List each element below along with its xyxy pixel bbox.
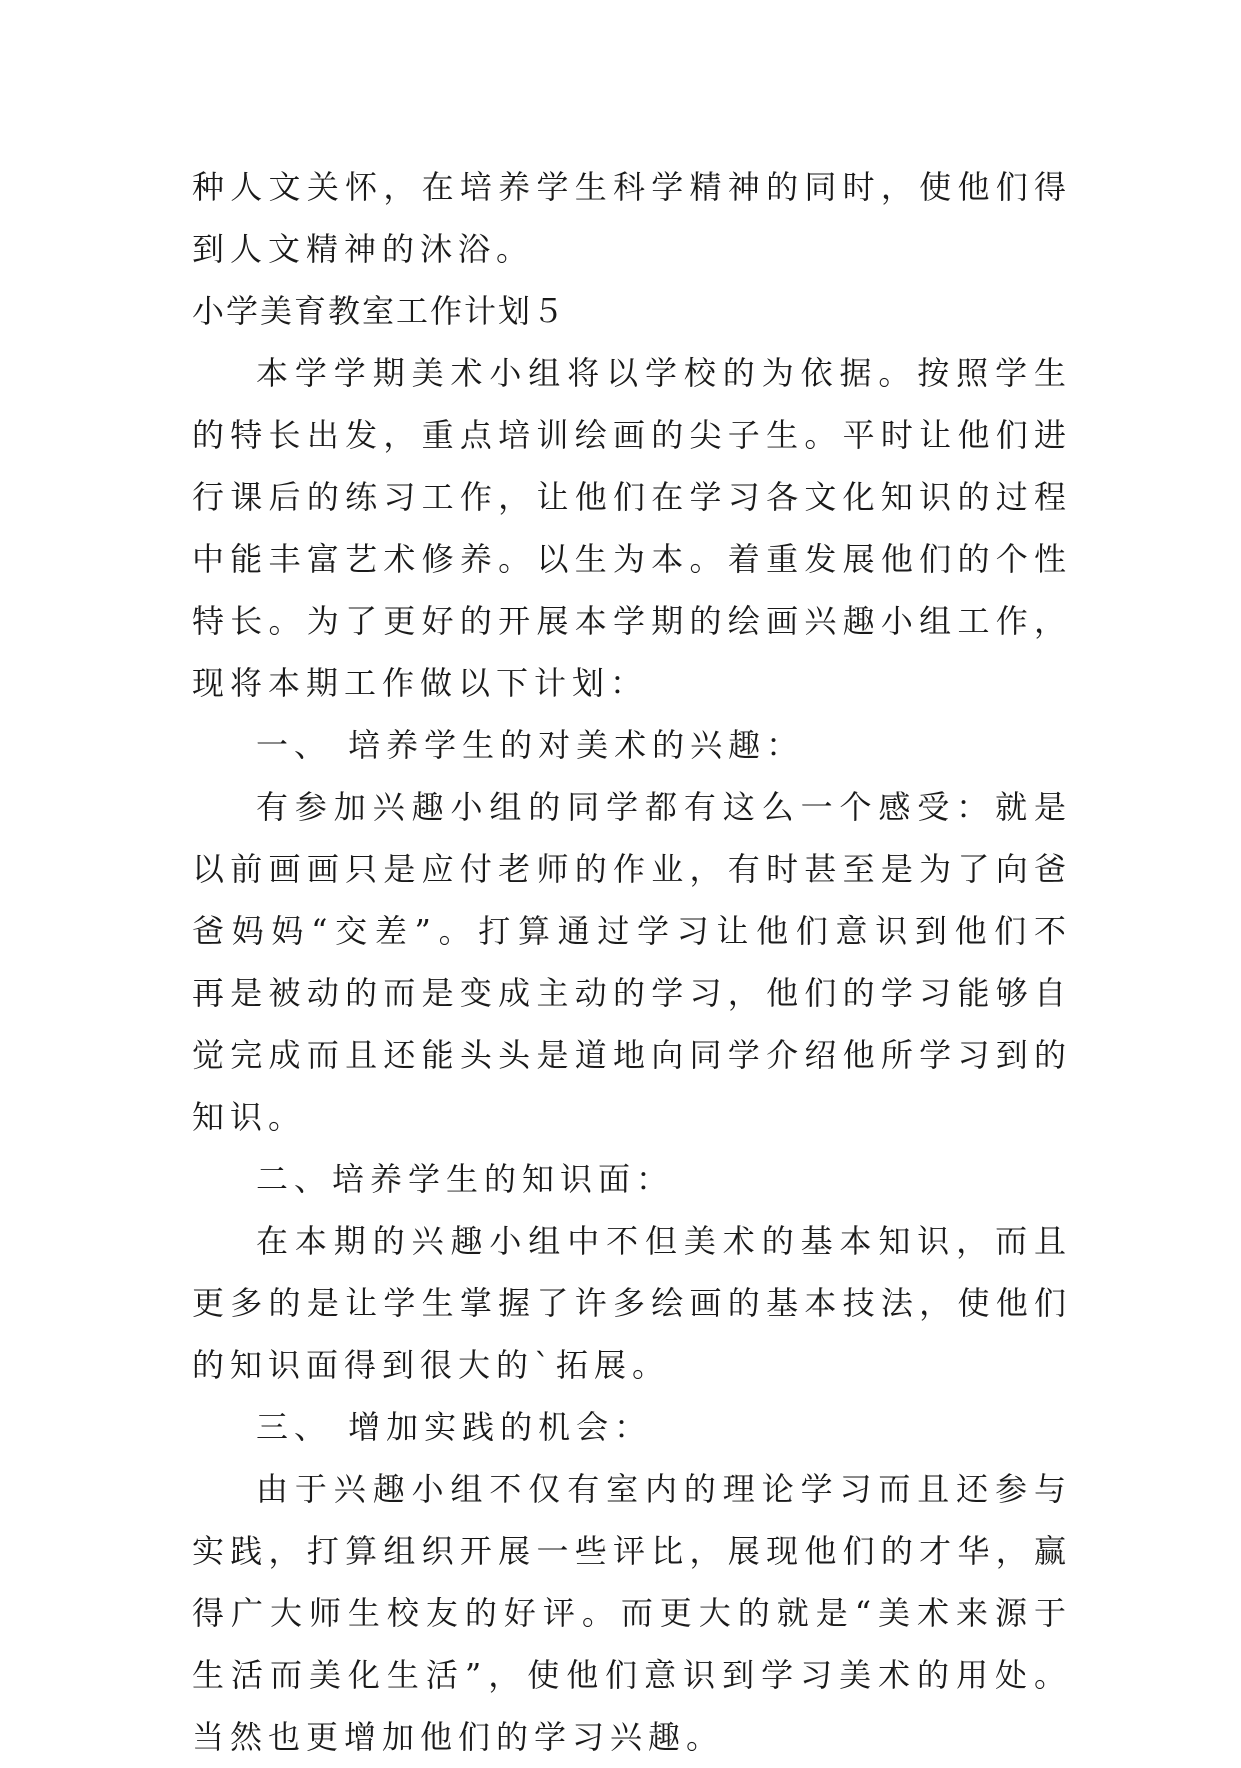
point2-body: 在本期的兴趣小组中不但美术的基本知识，而且更多的是让学生掌握了许多绘画的基本技法，使他们的知识面得到很大的`拓展。 (192, 1222, 1072, 1384)
intro-paragraph: 本学学期美术小组将以学校的为依据。按照学生的特长出发，重点培训绘画的尖子生。平时让他们进行课后的练习工作，让他们在学习各文化知识的过程中能丰富艺术修养。以生为本。着重发展他们的个性特长。为了更好的开展本学期的绘画兴趣小组工作，现将本期工作做以下计划： (192, 354, 1072, 702)
point1-body: 有参加兴趣小组的同学都有这么一个感受：就是以前画画只是应付老师的作业，有时甚至是为了向爸爸妈妈“交差”。打算通过学习让他们意识到他们不再是被动的而是变成主动的学习，他们的学习能够自觉完成而且还能头头是道地向同学介绍他所学习到的知识。 (192, 788, 1072, 1136)
point1-heading: 一、 培养学生的对美术的兴趣： (256, 726, 805, 764)
section-title: 小学美育教室工作计划５ (192, 292, 567, 330)
point3-body: 由于兴趣小组不仅有室内的理论学习而且还参与实践，打算组织开展一些评比，展现他们的才华，赢得广大师生校友的好评。而更大的就是“美术来源于生活而美化生活”，使他们意识到学习美术的用处。当然也更增加他们的学习兴趣。 (192, 1470, 1072, 1756)
document-body (192, 156, 1072, 1768)
lead-paragraph: 种人文关怀，在培养学生科学精神的同时，使他们得到人文精神的沐浴。 (192, 168, 1072, 268)
point3-heading: 三、 增加实践的机会： (256, 1408, 653, 1446)
point2-heading: 二、培养学生的知识面： (256, 1160, 675, 1198)
